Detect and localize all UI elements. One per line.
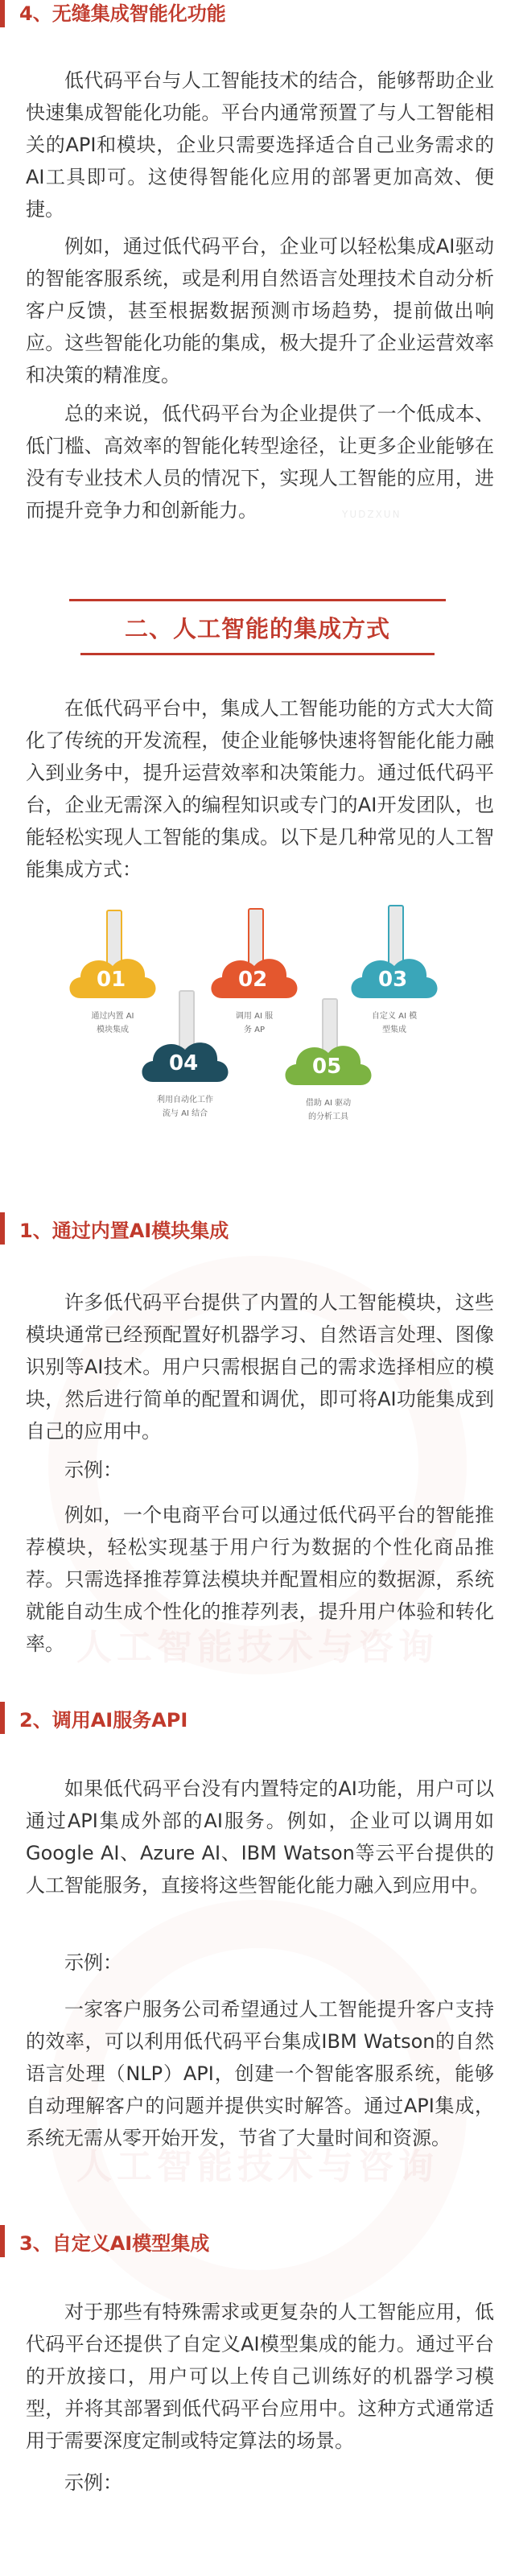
diagram-number: 02: [238, 968, 268, 992]
paragraph: 低代码平台与人工智能技术的结合，能够帮助企业快速集成智能化功能。平台内通常预置了与人工智能相关的API和模块，企业只需要选择适合自己业务需求的AI工具即可。这使得智能化应用的部署更加高效、便捷。: [26, 69, 494, 221]
watermark-text: 人工智能技术与咨询: [76, 1627, 439, 1668]
section-heading-3: [0, 2225, 515, 2257]
paragraph: 在低代码平台中，集成人工智能功能的方式大大简化了传统的开发流程，使企业能够快速将智能化能力融入到业务中，提升运营效率和决策能力。通过低代码平台，企业无需深入的编程知识或专门的AI开发团队，也能轻松实现人工智能的集成。以下是几种常见的人工智能集成方式：: [26, 697, 494, 881]
section-heading-2-text: 2、调用AI服务API: [19, 1708, 188, 1732]
section-heading-2: [0, 1702, 515, 1734]
section-heading-3-text: 3、自定义AI模型集成: [19, 2231, 210, 2255]
paragraph: 总的来说，低代码平台为企业提供了一个低成本、低门槛、高效率的智能化转型途径，让更多企业能够在没有专业技术人员的情况下，实现人工智能的应用，进而提升竞争力和创新能力。: [26, 402, 494, 522]
section-heading-1-text: 1、通过内置AI模块集成: [19, 1219, 229, 1242]
section-heading-4-text: 4、无缝集成智能化功能: [19, 2, 226, 25]
section-heading-1: [0, 1212, 515, 1245]
section-heading-4: [0, 0, 515, 27]
diagram-number: 03: [378, 968, 408, 992]
paragraph: 许多低代码平台提供了内置的人工智能模块，这些模块通常已经预配置好机器学习、自然语言处理、图像识别等AI技术。用户只需根据自己的需求选择相应的模块，然后进行简单的配置和调优，即可将AI功能集成到自己的应用中。: [26, 1291, 494, 1443]
example-label: 示例：: [64, 1951, 122, 1974]
diagram-number: 01: [97, 968, 126, 992]
diagram-number: 04: [169, 1051, 199, 1075]
diagram-caption: 利用自动化工作 流与 AI 结合: [157, 1096, 213, 1118]
example-label: 示例：: [64, 1459, 122, 1481]
paragraph: 例如，一个电商平台可以通过低代码平台的智能推荐模块，轻松实现基于用户行为数据的个性化商品推荐。只需选择推荐算法模块并配置相应的数据源，系统就能自动生成个性化的推荐列表，提升用户体验和转化率。: [26, 1504, 494, 1655]
integration-methods-diagram: [56, 902, 459, 1143]
diagram-caption: 自定义 AI 模 型集成: [371, 1012, 418, 1034]
watermark-small: YUDZXUN: [342, 509, 402, 520]
paragraph: 如果低代码平台没有内置特定的AI功能，用户可以通过API集成外部的AI服务。例如，企业可以调用如Google AI、Azure AI、IBM Watson等云平台提供的人工智能服务，直接将这些智能化能力融入到应用中。: [26, 1777, 494, 1897]
watermark-text: 人工智能技术与咨询: [76, 2146, 439, 2187]
section-banner-text: 二、人工智能的集成方式: [124, 614, 390, 642]
diagram-caption: 通过内置 AI 模块集成: [91, 1012, 134, 1034]
paragraph: 例如，通过低代码平台，企业可以轻松集成AI驱动的智能客服系统，或是利用自然语言处理技术自动分析客户反馈，甚至根据数据预测市场趋势，提前做出响应。这些智能化功能的集成，极大提升了企业运营效率和决策的精准度。: [26, 235, 494, 386]
diagram-number: 05: [312, 1055, 342, 1079]
paragraph: 一家客户服务公司希望通过人工智能提升客户支持的效率，可以利用低代码平台集成IBM Watson的自然语言处理（NLP）API，创建一个智能客服系统，能够自动理解客户的问题并提供实时解答。通过API集成，系统无需从零开始开发，节省了大量时间和资源。: [26, 1998, 494, 2149]
diagram-caption: 借助 AI 驱动 的分析工具: [305, 1099, 352, 1121]
paragraph: 对于那些有特殊需求或更复杂的人工智能应用，低代码平台还提供了自定义AI模型集成的能力。通过平台的开放接口，用户可以上传自己训练好的机器学习模型，并将其部署到低代码平台应用中。这种方式通常适用于需要深度定制或特定算法的场景。: [26, 2301, 494, 2452]
section-banner: [80, 599, 435, 655]
example-label: 示例：: [64, 2471, 122, 2494]
diagram-caption: 调用 AI 服 务 AP: [235, 1012, 274, 1034]
